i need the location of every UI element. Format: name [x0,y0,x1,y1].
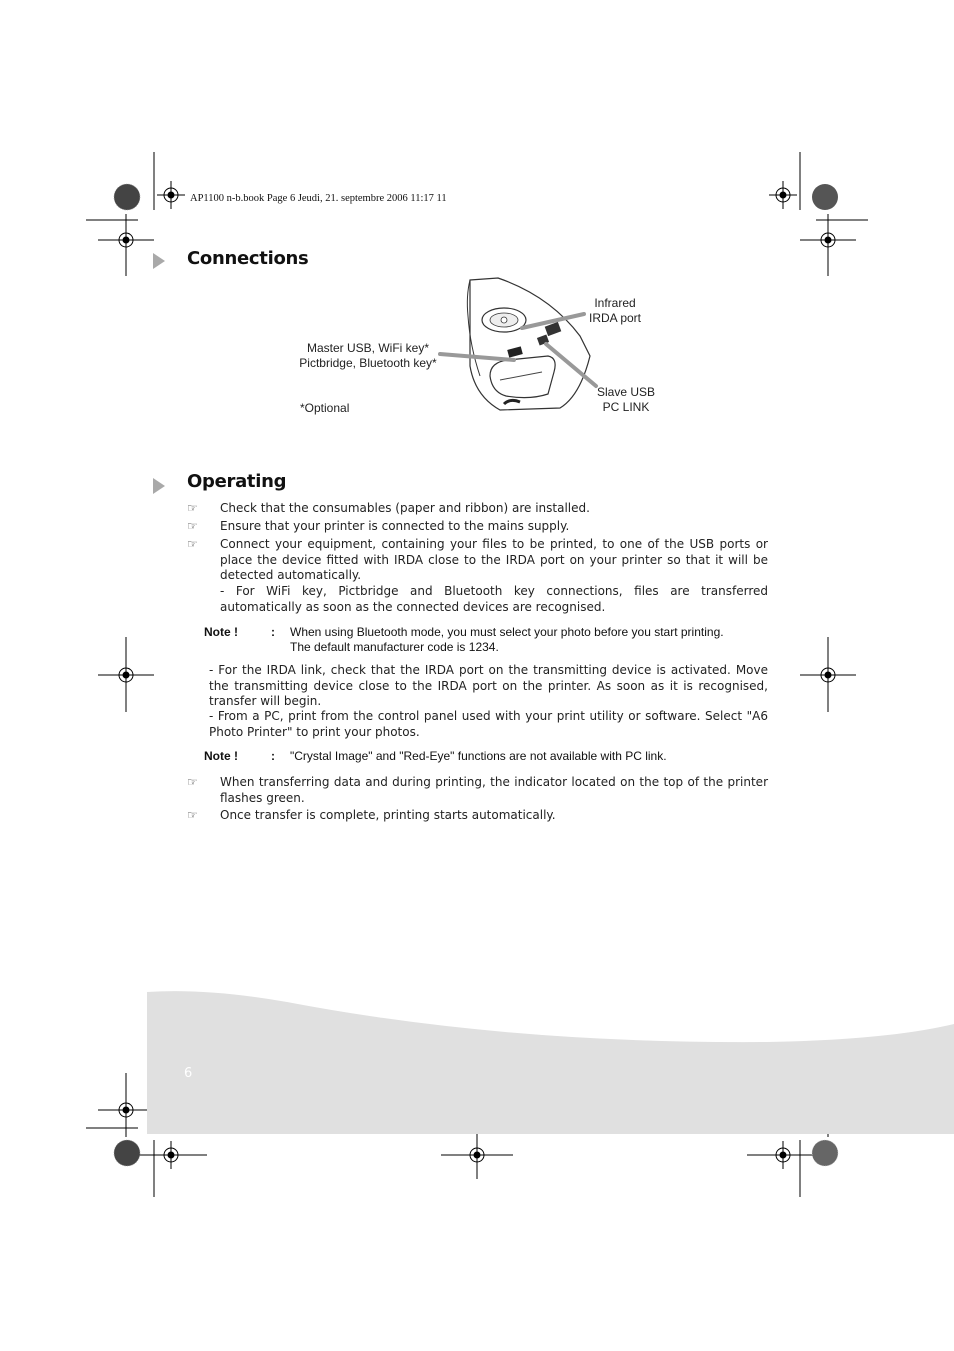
bullet-item: Ensure that your printer is connected to the mains supply. [220,519,570,533]
slave-usb-label: Slave USB PC LINK [596,385,656,414]
master-usb-label: Master USB, WiFi key* Pictbridge, Bluetooth key* [299,341,437,370]
infrared-label: Infrared IRDA port [588,296,642,325]
pc-paragraph: - From a PC, print from the control panel used with your print utility or software. Select "A6 Photo Printer" to print your photos. [209,709,768,739]
section-triangle-icon [153,253,165,269]
bullet-item: Check that the consumables (paper and ribbon) are installed. [220,501,590,515]
print-header: AP1100 n-b.book Page 6 Jeudi, 21. septembre 2006 11:17 11 [190,193,447,204]
pointing-hand-icon: ☞ [187,808,198,822]
bullet-item: When transferring data and during printing, the indicator located on the top of the printer flashes green. [220,775,768,805]
pointing-hand-icon: ☞ [187,519,198,533]
footer-band [147,988,954,1134]
bullet-item: Connect your equipment, containing your files to be printed, to one of the USB ports or place the device fitted with IRDA close to the IRDA port on your printer so that it will be detected automatically. [220,537,768,583]
irda-paragraph: - For the IRDA link, check that the IRDA port on the transmitting device is activated. Move the transmitting device close to the IRDA port on the printer. As soon as it is recognised, transfer will begin. [209,663,768,709]
optional-note: *Optional [300,401,350,415]
pointing-hand-icon: ☞ [187,537,198,551]
note-label: Note ! [204,749,238,763]
note-line: The default manufacturer code is 1234. [290,640,499,654]
section-triangle-icon [153,478,165,494]
note-line: "Crystal Image" and "Red-Eye" functions are not available with PC link. [290,749,667,763]
note-colon: : [271,749,275,763]
connections-title: Connections [187,248,309,269]
bullet-item: Once transfer is complete, printing starts automatically. [220,808,556,822]
note-label: Note ! [204,625,238,639]
pointing-hand-icon: ☞ [187,775,198,789]
page-number: 6 [184,1066,193,1081]
bullet-continuation: - For WiFi key, Pictbridge and Bluetooth key connections, files are transferred automatically as soon as the connected devices are recognised. [220,584,768,614]
operating-title: Operating [187,471,287,492]
pointing-hand-icon: ☞ [187,501,198,515]
note-line: When using Bluetooth mode, you must select your photo before you start printing. [290,625,724,639]
note-colon: : [271,625,275,639]
